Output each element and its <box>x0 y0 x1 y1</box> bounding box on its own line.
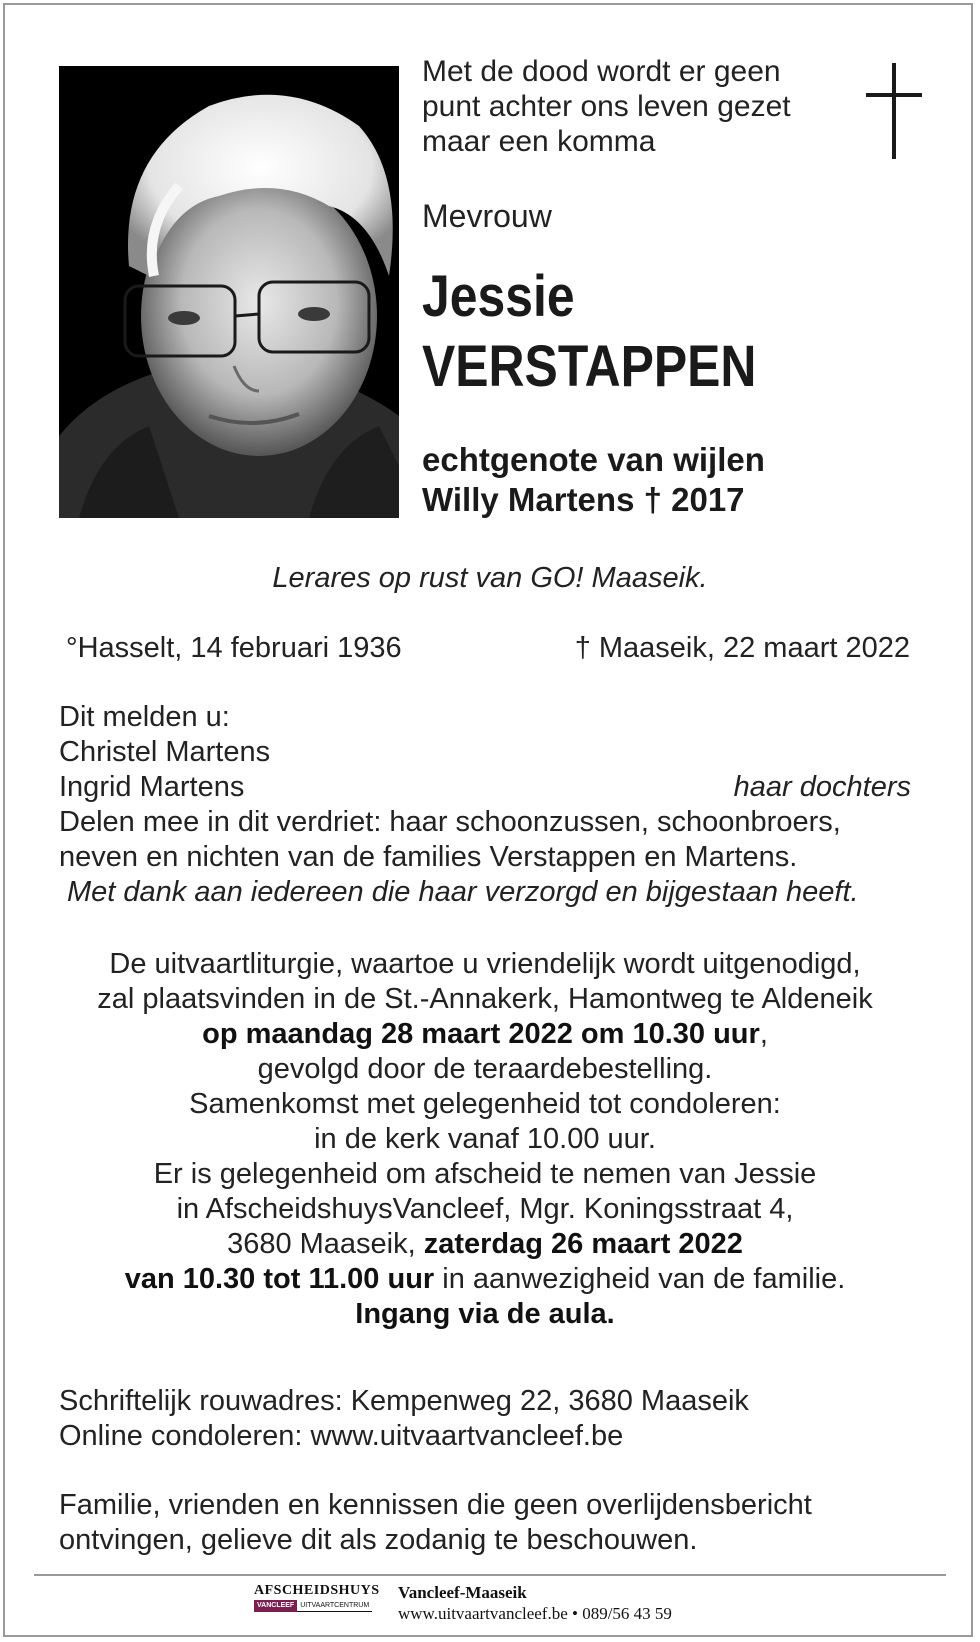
funeral-line: zal plaatsvinden in de St.-Annakerk, Hamontweg te Aldeneik <box>97 983 873 1015</box>
quote-line: punt achter ons leven gezet <box>422 90 791 123</box>
farewell-date-line: 3680 Maaseik, zaterdag 26 maart 2022 <box>227 1228 743 1260</box>
logo-left: VANCLEEF <box>254 1600 297 1612</box>
funeral-date: op maandag 28 maart 2022 om 10.30 uur <box>202 1018 760 1050</box>
funeral-line: De uitvaartliturgie, waartoe u vriendelijk wordt uitgenodigd, <box>109 948 861 980</box>
spouse-line: Willy Martens † 2017 <box>422 481 745 518</box>
portrait-photo <box>59 66 399 518</box>
notice-line: ontvingen, gelieve dit als zodanig te beschouwen. <box>59 1524 698 1556</box>
death-info: † Maaseik, 22 maart 2022 <box>574 632 910 664</box>
quote-line: Met de dood wordt er geen <box>422 55 781 88</box>
portrait-illustration <box>59 66 399 518</box>
thanks-line: Met dank aan iedereen die haar verzorgd en bijgestaan heeft. <box>67 876 859 908</box>
farewell-line: Er is gelegenheid om afscheid te nemen van Jessie <box>153 1158 817 1190</box>
funeral-line: in de kerk vanaf 10.00 uur. <box>314 1123 656 1155</box>
birth-info: °Hasselt, 14 februari 1936 <box>66 632 402 664</box>
notice-line: Familie, vrienden en kennissen die geen overlijdensbericht <box>59 1489 812 1521</box>
logo-bar <box>254 1600 380 1612</box>
child-row <box>59 770 911 805</box>
occupation: Lerares op rust van GO! Maaseik. <box>272 562 708 594</box>
online-condolence: Online condoleren: www.uitvaartvancleef.be <box>59 1420 624 1452</box>
farewell-date: zaterdag 26 maart 2022 <box>423 1228 743 1260</box>
footer-contact-line: www.uitvaartvancleef.be • 089/56 43 59 <box>398 1604 672 1623</box>
funeral-home-logo <box>254 1583 380 1612</box>
funeral-date-line: op maandag 28 maart 2022 om 10.30 uur, <box>202 1018 768 1050</box>
cross-icon <box>866 63 922 159</box>
shared-line: neven en nichten van de families Verstappen en Martens. <box>59 841 798 873</box>
announcement-block <box>59 700 911 910</box>
footer-divider <box>34 1574 946 1576</box>
entrance-note: Ingang via de aula. <box>355 1298 615 1330</box>
child-name: Ingrid Martens <box>59 771 245 803</box>
children-role: haar dochters <box>733 771 911 803</box>
farewell-time: van 10.30 tot 11.00 uur <box>124 1263 435 1295</box>
funeral-line: Samenkomst met gelegenheid tot condoleren: <box>189 1088 781 1120</box>
logo-right: UITVAARTCENTRUM <box>297 1600 372 1612</box>
first-name: Jessie <box>422 264 575 329</box>
spouse-info <box>422 440 765 520</box>
announcement-intro: Dit melden u: <box>59 701 230 733</box>
spouse-line: echtgenote van wijlen <box>422 441 765 478</box>
quote-line: maar een komma <box>422 125 656 158</box>
notice-block <box>59 1488 911 1558</box>
mourning-address: Schriftelijk rouwadres: Kempenweg 22, 3680 Maaseik <box>59 1385 749 1417</box>
honorific: Mevrouw <box>422 198 552 234</box>
deceased-name <box>422 262 756 402</box>
farewell-time-line: van 10.30 tot 11.00 uur in aanwezigheid van de familie. <box>124 1263 846 1295</box>
funeral-line: gevolgd door de teraardebestelling. <box>257 1053 713 1085</box>
footer-contact <box>398 1582 672 1624</box>
funeral-details <box>59 947 911 1332</box>
footer-brand: Vancleef-Maaseik <box>398 1583 527 1602</box>
logo-title: AFSCHEIDSHUYS <box>254 1583 380 1598</box>
shared-line: Delen mee in dit verdriet: haar schoonzussen, schoonbroers, <box>59 806 841 838</box>
last-name: VERSTAPPEN <box>422 334 757 399</box>
contact-block <box>59 1384 911 1454</box>
child-name: Christel Martens <box>59 736 271 768</box>
opening-quote <box>422 54 791 159</box>
farewell-line: in AfscheidshuysVancleef, Mgr. Koningsstraat 4, <box>176 1193 794 1225</box>
